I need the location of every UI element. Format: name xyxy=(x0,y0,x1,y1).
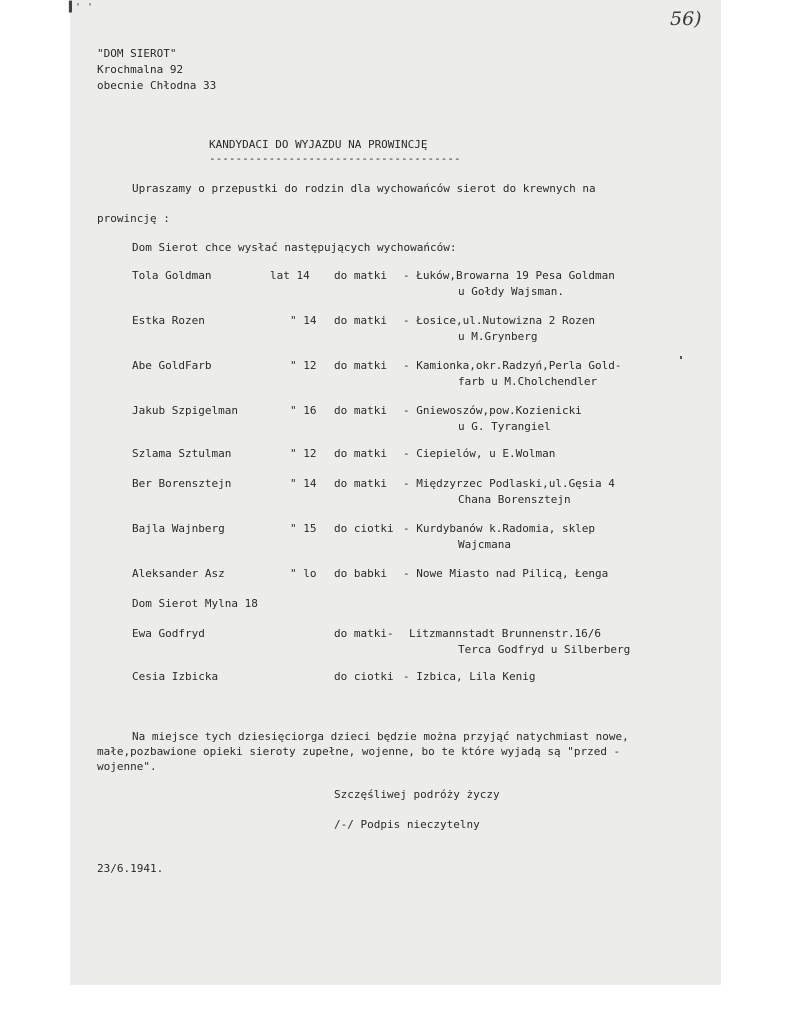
document-date: 23/6.1941. xyxy=(97,862,164,875)
child-address-cont: farb u M.Cholchendler xyxy=(458,375,598,388)
child-relation: do matki xyxy=(334,314,387,327)
child-age: " 12 xyxy=(290,359,317,372)
child-address: - Gniewoszów,pow.Kozienicki xyxy=(403,404,582,417)
child-age: lat 14 xyxy=(270,269,310,282)
section-heading-2: Dom Sierot Mylna 18 xyxy=(132,597,258,610)
child-relation: do matki xyxy=(334,269,387,282)
closing-line-2: małe,pozbawione opieki sieroty zupełne, wojenne, bo te które wyjadą są "przed - xyxy=(97,745,621,758)
child-address-cont: Wajcmana xyxy=(458,538,511,551)
child-address-cont: u M.Grynberg xyxy=(458,330,538,343)
child-address-cont: Chana Borensztejn xyxy=(458,493,571,506)
closing-wish: Szczęśliwej podróży życzy xyxy=(334,788,500,801)
child-address: Litzmannstadt Brunnenstr.16/6 xyxy=(409,627,602,640)
child-name: Bajla Wajnberg xyxy=(132,522,225,535)
child-address: - Izbica, Lila Kenig xyxy=(403,670,536,683)
child-age: " 16 xyxy=(290,404,317,417)
closing-line-1: Na miejsce tych dziesięciorga dzieci będzie można przyjąć natychmiast nowe, xyxy=(132,730,629,743)
child-age: " 14 xyxy=(290,314,317,327)
child-address: - Nowe Miasto nad Pilicą, Łenga xyxy=(403,567,609,580)
child-relation: do matki xyxy=(334,404,387,417)
child-address: - Łosice,ul.Nutowizna 2 Rozen xyxy=(403,314,596,327)
letterhead-line-2: Krochmalna 92 xyxy=(97,63,184,76)
stray-mark xyxy=(680,356,682,359)
child-relation: do ciotki xyxy=(334,522,394,535)
child-name: Estka Rozen xyxy=(132,314,205,327)
child-relation: do matki xyxy=(334,477,387,490)
child-name: Szlama Sztulman xyxy=(132,447,232,460)
child-name: Tola Goldman xyxy=(132,269,212,282)
handwritten-page-number: 56) xyxy=(670,8,702,30)
child-relation: do ciotki xyxy=(334,670,394,683)
child-name: Jakub Szpigelman xyxy=(132,404,238,417)
document-title: KANDYDACI DO WYJAZDU NA PROWINCJĘ xyxy=(209,138,428,151)
child-address: - Międzyrzec Podlaski,ul.Gęsia 4 xyxy=(403,477,615,490)
signature: /-/ Podpis nieczytelny xyxy=(334,818,480,831)
child-age: " 12 xyxy=(290,447,317,460)
child-address-cont: Terca Godfryd u Silberberg xyxy=(458,643,631,656)
child-relation: do matki xyxy=(334,359,387,372)
child-relation: do babki xyxy=(334,567,387,580)
closing-line-3: wojenne". xyxy=(97,760,157,773)
child-name: Cesia Izbicka xyxy=(132,670,219,683)
child-age: " 15 xyxy=(290,522,317,535)
child-address: - Ciepielów, u E.Wolman xyxy=(403,447,556,460)
child-address-cont: u Gołdy Wajsman. xyxy=(458,285,564,298)
child-address: - Kurdybanów k.Radomia, sklep xyxy=(403,522,596,535)
intro-line-1: Upraszamy o przepustki do rodzin dla wychowańców sierot do krewnych na xyxy=(132,182,596,195)
child-name: Aleksander Asz xyxy=(132,567,225,580)
child-address: - Łuków,Browarna 19 Pesa Goldman xyxy=(403,269,615,282)
child-address-cont: u G. Tyrangiel xyxy=(458,420,551,433)
section-heading: Dom Sierot chce wysłać następujących wychowańców: xyxy=(132,241,457,254)
child-name: Ewa Godfryd xyxy=(132,627,205,640)
letterhead-line-1: "DOM SIEROT" xyxy=(97,47,177,60)
title-underline: -------------------------------------- xyxy=(209,152,461,165)
intro-line-2: prowincję : xyxy=(97,212,170,225)
child-age: " 14 xyxy=(290,477,317,490)
child-name: Ber Borensztejn xyxy=(132,477,232,490)
letterhead-line-3: obecnie Chłodna 33 xyxy=(97,79,217,92)
child-relation: do matki xyxy=(334,447,387,460)
child-address: - Kamionka,okr.Radzyń,Perla Gold- xyxy=(403,359,622,372)
child-age: " lo xyxy=(290,567,317,580)
child-name: Abe GoldFarb xyxy=(132,359,212,372)
child-relation: do matki- xyxy=(334,627,394,640)
page-marks: ▌' ' xyxy=(69,2,94,13)
